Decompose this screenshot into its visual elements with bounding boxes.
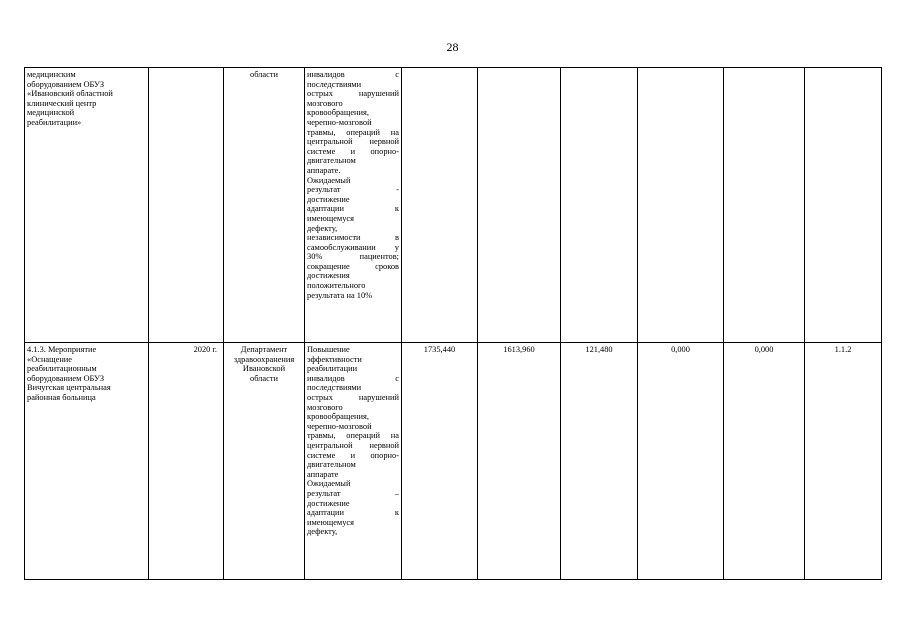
text-line: дефекту, [307, 223, 338, 233]
value-cell [724, 68, 805, 343]
table-row [25, 343, 882, 580]
text-line: 30% пациентов; [307, 252, 399, 262]
value-cell [478, 68, 561, 343]
text-line: последствиями [307, 383, 362, 393]
text-line: центральной нервной [307, 137, 399, 147]
text-line: мозгового [307, 98, 343, 108]
text-line: области [250, 373, 278, 383]
text-line: Ивановской [242, 364, 286, 374]
text-line: аппарате. [307, 165, 341, 175]
code-cell: 1.1.2 [805, 343, 882, 580]
text-line: здравоохранения [233, 354, 295, 364]
text-line: результата на 10% [307, 290, 373, 300]
text-line: реабилитационным [27, 364, 97, 374]
value-cell: 0,000 [724, 343, 805, 580]
text-line: достижения [307, 271, 350, 281]
page-number: 28 [446, 40, 459, 54]
value-cell [561, 68, 638, 343]
table-row [25, 68, 882, 343]
text-line: инвалидов с [307, 373, 399, 383]
text-line: травмы, операций на [307, 431, 399, 441]
text-line: аппарате [307, 469, 339, 479]
value-cell: 1735,440 [402, 343, 478, 580]
code-cell [805, 68, 882, 343]
text-line: 4.1.3. Мероприятие [27, 345, 97, 354]
text-line: Вичугская центральная [27, 383, 111, 393]
text-line: кровообращения, [307, 412, 369, 422]
text-line: острых нарушений [307, 392, 399, 402]
text-line: районная больница [27, 392, 96, 402]
text-line: «Ивановский областной [27, 89, 113, 99]
text-line: результат – [307, 488, 399, 498]
value-cell: 0,000 [638, 343, 724, 580]
text-line: Повышение [307, 345, 350, 354]
text-line: реабилитации [307, 364, 358, 374]
text-line: достижение [307, 498, 350, 508]
text-line: травмы, операций на [307, 127, 399, 137]
text-line: двигательном [307, 460, 356, 470]
text-line: инвалидов с [307, 70, 399, 79]
text-line: результат - [307, 185, 399, 195]
text-line: эффективности [307, 354, 362, 364]
text-line: оборудованием ОБУЗ [27, 79, 105, 89]
table-body [25, 68, 882, 580]
value-cell [638, 68, 724, 343]
text-line: Ожидаемый [307, 175, 351, 185]
text-line: системе и опорно- [307, 450, 399, 460]
text-line: мозгового [307, 402, 343, 412]
text-line: острых нарушений [307, 89, 399, 99]
program-table [24, 67, 882, 580]
text-line: черепно-мозговой [307, 421, 372, 431]
text-line: медицинской [27, 108, 75, 118]
value-cell: 121,480 [561, 343, 638, 580]
year-cell: 2020 г. [149, 343, 224, 580]
text-line: «Оснащение [27, 354, 72, 364]
text-line: имеющемуся [307, 213, 354, 223]
measure-name-cell [25, 68, 149, 343]
text-line: реабилитации» [27, 117, 82, 127]
value-cell: 1613,960 [478, 343, 561, 580]
text-line: сокращение сроков [307, 261, 399, 271]
text-line: центральной нервной [307, 440, 399, 450]
text-line: положительного [307, 281, 366, 291]
text-line: области [250, 70, 278, 79]
text-line: Ожидаемый [307, 479, 351, 489]
text-line: двигательном [307, 156, 356, 166]
text-line: самообслуживании у [307, 242, 399, 252]
description-cell [305, 68, 402, 343]
executor-cell [224, 343, 305, 580]
measure-name-cell [25, 343, 149, 580]
text-line: клинический центр [27, 98, 97, 108]
text-line: достижение [307, 194, 350, 204]
text-line: медицинским [27, 70, 76, 79]
text-line: адаптации к [307, 508, 399, 518]
text-line: оборудованием ОБУЗ [27, 373, 105, 383]
text-line: дефекту, [307, 527, 338, 537]
text-line: системе и опорно- [307, 146, 399, 156]
year-cell [149, 68, 224, 343]
text-line: адаптации к [307, 204, 399, 214]
text-line: кровообращения, [307, 108, 369, 118]
text-line: имеющемуся [307, 517, 354, 527]
description-cell [305, 343, 402, 580]
text-line: Департамент [240, 345, 288, 354]
text-line: независимости в [307, 233, 399, 243]
value-cell [402, 68, 478, 343]
executor-cell [224, 68, 305, 343]
text-line: черепно-мозговой [307, 117, 372, 127]
text-line: последствиями [307, 79, 362, 89]
